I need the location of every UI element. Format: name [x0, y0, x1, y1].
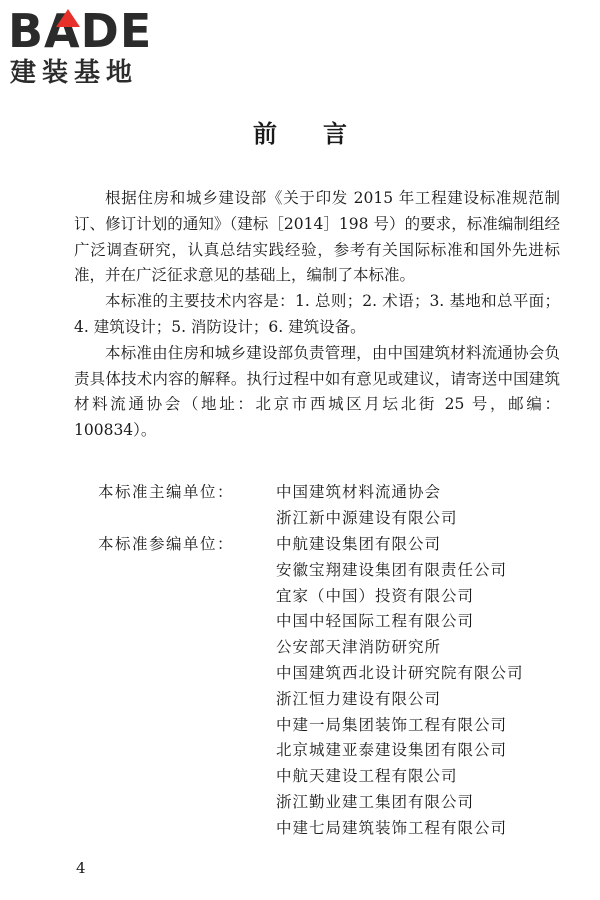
participating-units [98, 532, 568, 842]
page-number: 4 [76, 859, 86, 877]
chief-editor-label: 本标准主编单位： [98, 483, 235, 501]
participating-label: 本标准参编单位： [98, 535, 235, 553]
preface-paragraph-3: 本标准由住房和城乡建设部负责管理，由中国建筑材料流通协会负责具体技术内容的解释。执行过程中如有意见或建议，请寄送中国建筑材料流通协会（地址：北京市西城区月坛北街 25 号，邮编：100834）。 [74, 343, 560, 440]
participating-unit: 北京城建亚泰建设集团有限公司 [276, 741, 508, 760]
participating-unit: 中航天建设工程有限公司 [276, 767, 458, 786]
participating-unit: 公安部天津消防研究所 [276, 638, 442, 657]
preface-body [74, 186, 560, 444]
logo-subtitle: 建装基地 [10, 58, 139, 88]
participating-row [98, 584, 568, 610]
logo-accent-triangle-icon [56, 9, 80, 27]
chief-editor-row [98, 506, 568, 532]
participating-row [98, 790, 568, 816]
participating-unit: 宜家（中国）投资有限公司 [276, 586, 475, 605]
participating-row [98, 558, 568, 584]
chief-editor-row [98, 480, 568, 506]
participating-row [98, 635, 568, 661]
chief-editor-unit: 中国建筑材料流通协会 [276, 483, 442, 501]
participating-unit: 中航建设集团有限公司 [276, 535, 442, 553]
participating-row [98, 816, 568, 842]
participating-unit: 中建七局建筑装饰工程有限公司 [276, 818, 508, 837]
participating-row [98, 609, 568, 635]
participating-row [98, 661, 568, 687]
participating-unit: 浙江勤业建工集团有限公司 [276, 792, 475, 811]
page-title: 前言 [253, 119, 393, 148]
participating-unit: 安徽宝翔建设集团有限责任公司 [276, 560, 508, 579]
preface-paragraph-1: 根据住房和城乡建设部《关于印发 2015 年工程建设标准规范制订、修订计划的通知》（建标［2014］198 号）的要求，标准编制组经广泛调查研究，认真总结实践经验，参考有关国际标准和国外先进标准，并在广泛征求意见的基础上，编制了本标准。 [74, 189, 560, 285]
participating-row [98, 687, 568, 713]
participating-unit: 中国建筑西北设计研究院有限公司 [276, 663, 524, 682]
bade-logo [8, 6, 178, 90]
preface-paragraph-2: 本标准的主要技术内容是：1. 总则；2. 术语；3. 基地和总平面；4. 建筑设计；5. 消防设计；6. 建筑设备。 [74, 292, 560, 336]
participating-unit: 中建一局集团装饰工程有限公司 [276, 715, 508, 734]
chief-editor-units [98, 480, 568, 532]
chief-editor-unit: 浙江新中源建设有限公司 [276, 508, 458, 527]
participating-unit: 中国中轻国际工程有限公司 [276, 612, 475, 631]
logo-brand-text: BADE [8, 4, 153, 58]
participating-row [98, 738, 568, 764]
participating-row [98, 532, 568, 558]
participating-unit: 浙江恒力建设有限公司 [276, 689, 442, 708]
participating-row [98, 764, 568, 790]
participating-row [98, 713, 568, 739]
